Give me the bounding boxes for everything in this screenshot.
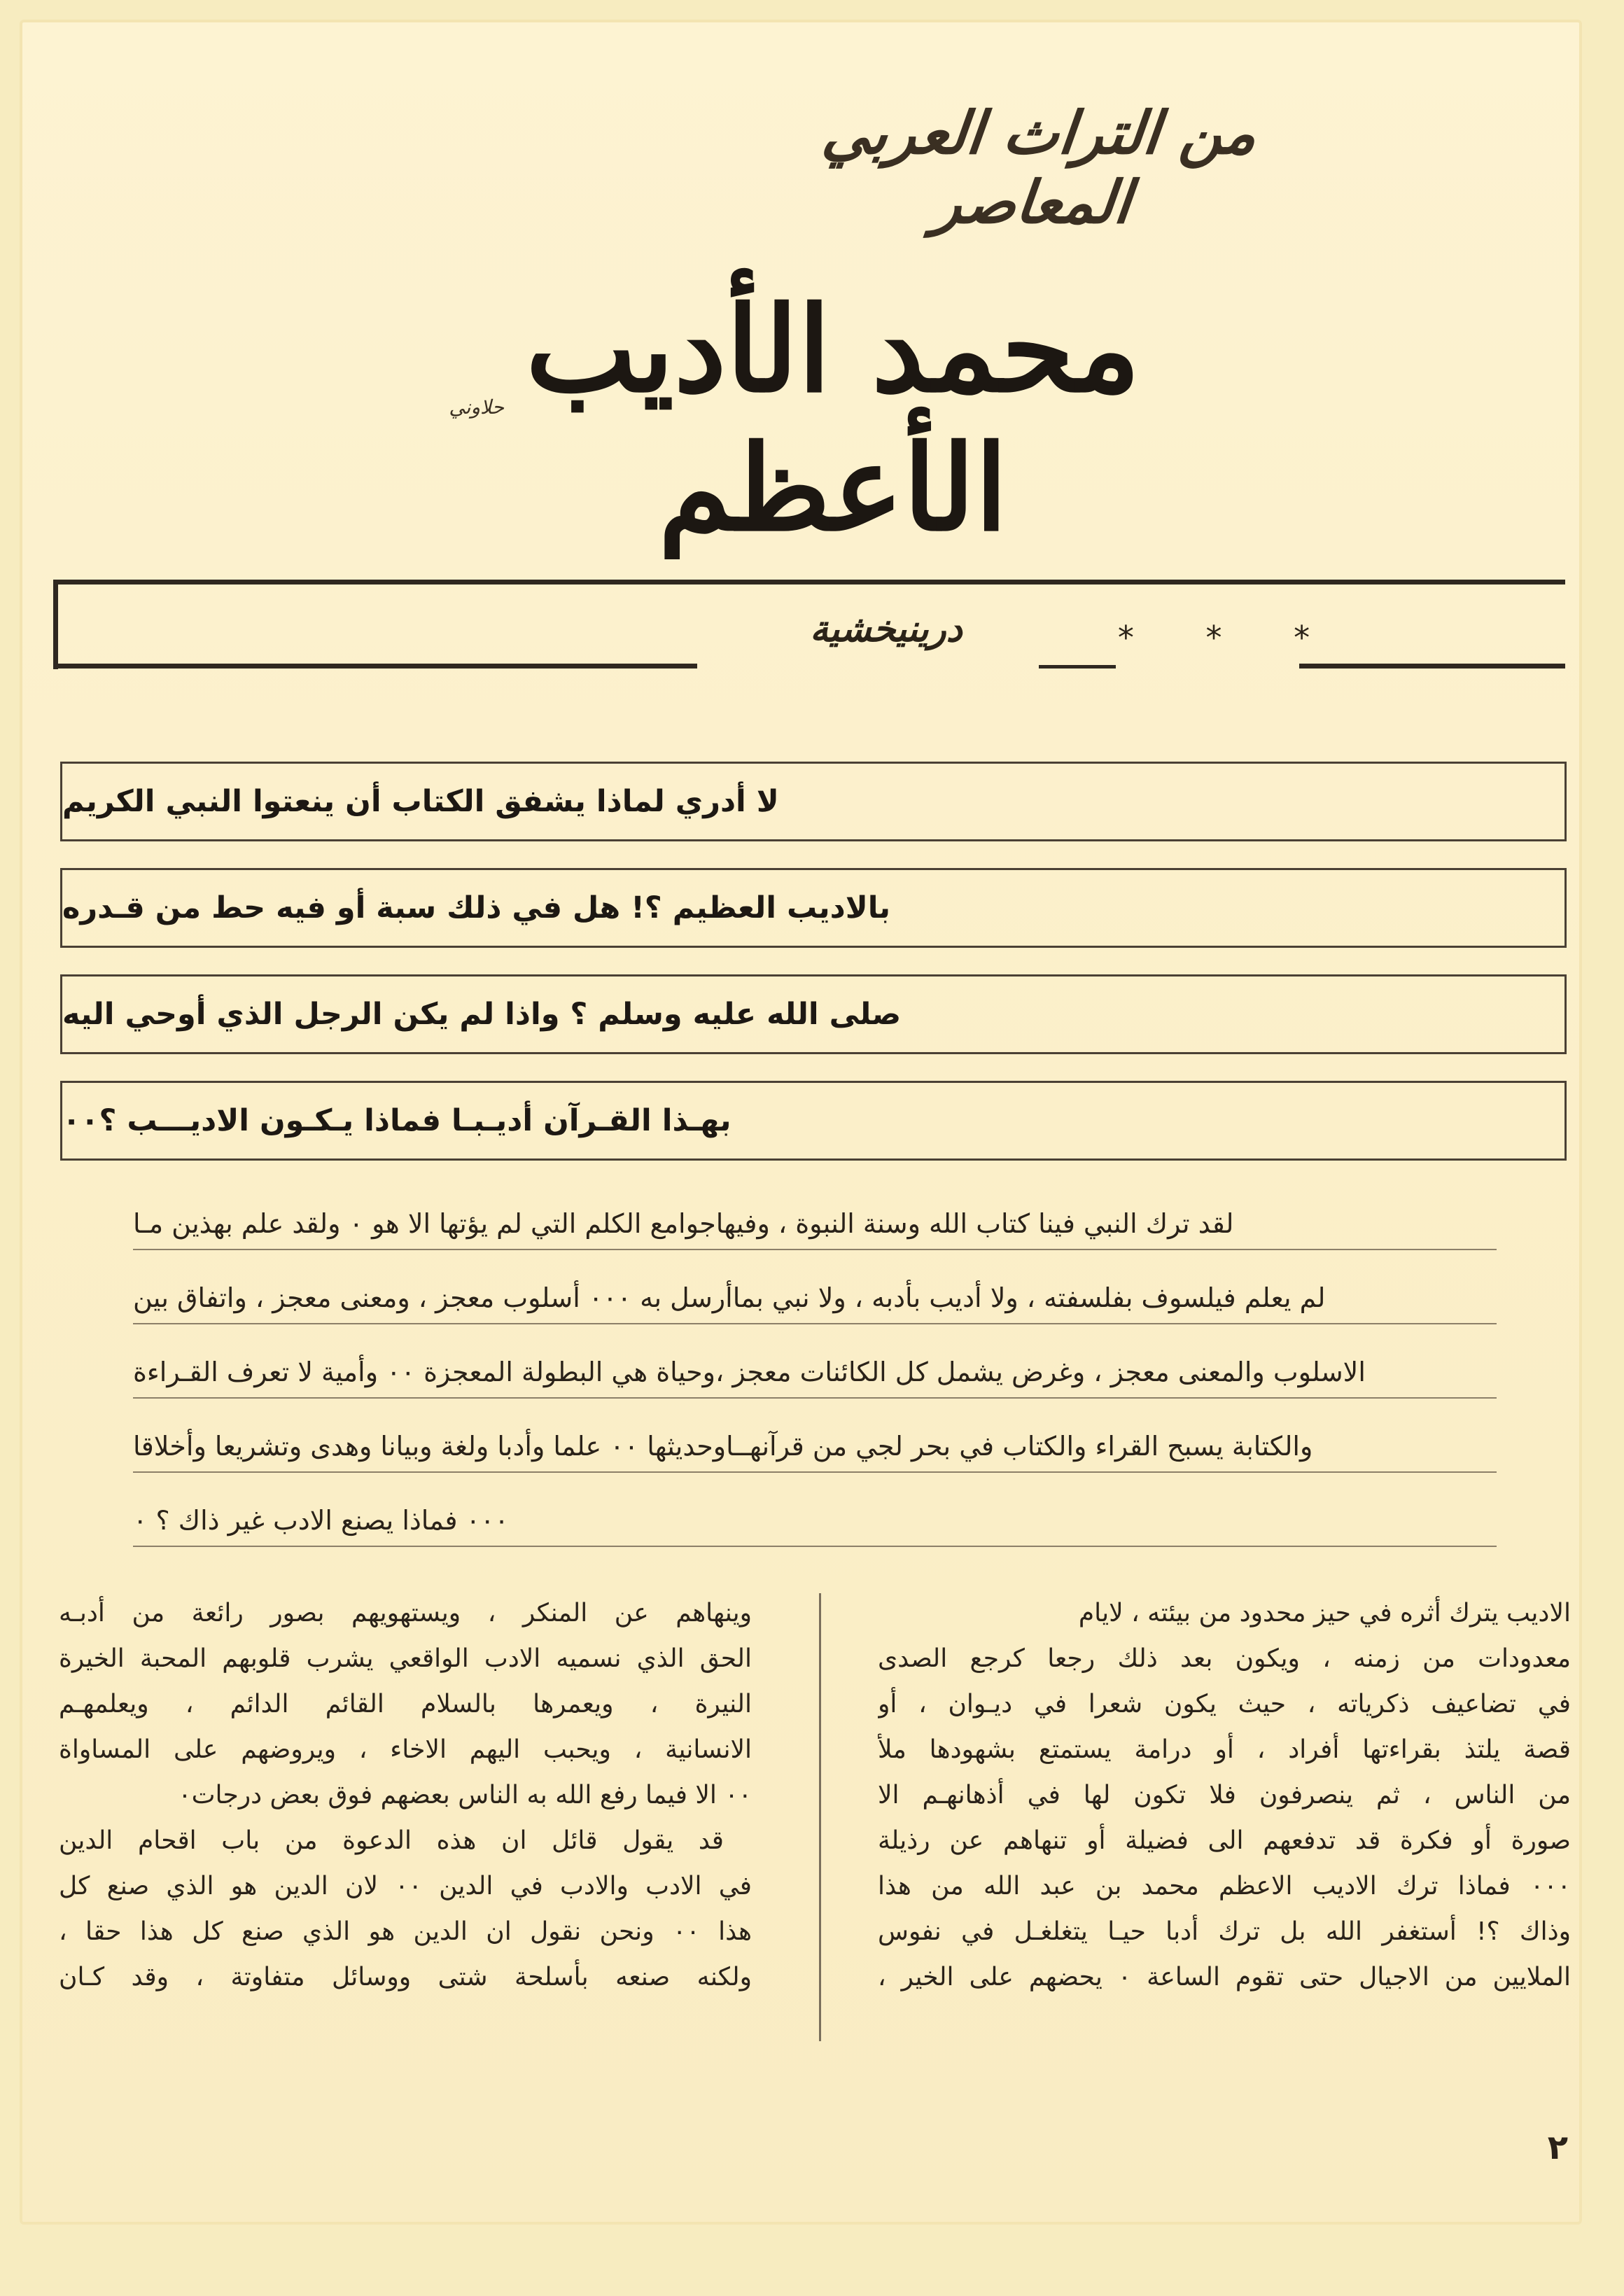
column-line: ٠٠ الا فيما رفع الله به الناس بعضهم فوق بعض درجات٠ (178, 1781, 752, 1809)
intro-box-text: صلى الله عليه وسلم ؟ واذا لم يكن الرجل الذي أوحي اليه (62, 997, 902, 1032)
column-line: الحق الذي نسميه الادب الواقعي يشرب قلوبهم المحبة الخيرة (59, 1644, 752, 1673)
column-divider (819, 1593, 821, 2041)
author-bar-bottom-rule-left (53, 664, 697, 668)
intro-paragraph-line (133, 1331, 1497, 1399)
intro-box-line (60, 762, 1567, 841)
intro-text: ٠٠٠ فماذا يصنع الادب غير ذاك ؟ ٠ (133, 1505, 509, 1536)
column-line: الملايين من الاجيال حتى تقوم الساعة ٠ يحضهم على الخير ، (878, 1963, 1571, 1991)
column-line: النيرة ، ويعمرها بالسلام القائم الدائم ، ويعلمهـم (59, 1690, 752, 1718)
author-bar-side-rule (53, 580, 58, 669)
intro-paragraph-line (133, 1257, 1497, 1324)
intro-paragraph-line (133, 1406, 1497, 1473)
intro-paragraph-line (133, 1183, 1497, 1250)
calligrapher-signature: حلاوني (449, 396, 504, 419)
column-line: معدودات من زمنه ، ويكون بعد ذلك رجعا كرجع الصدى (878, 1644, 1571, 1673)
column-line: وذاك ؟! أستغفر الله بل ترك أدبا حيـا يتغلغـل في نفوس (878, 1917, 1571, 1946)
text-column-left (59, 1590, 752, 2000)
intro-box-line (60, 974, 1567, 1054)
column-line: في الادب والادب في الدين ٠٠ لان الدين هو الذي صنع كل (59, 1872, 752, 1900)
column-line: قد يقول قائل ان هذه الدعوة من باب اقحام الدين (59, 1826, 724, 1855)
page-number: ٢ (1547, 2128, 1568, 2167)
intro-box-text: بهـذا القـرآن أديـبـا فماذا يـكـون الاديـــب ؟٠٠ (62, 1103, 732, 1138)
column-line: صورة أو فكرة قد تدفعهم الى فضيلة أو تنهاهم عن رذيلة (878, 1826, 1571, 1855)
decorative-stars: * * * (1117, 619, 1341, 657)
column-line: ٠٠٠ فماذا ترك الاديب الاعظم محمد بن عبد الله من هذا (878, 1872, 1571, 1900)
intro-text: لقد ترك النبي فينا كتاب الله وسنة النبوة ، وفيهاجوامع الكلم التي لم يؤتها الا هو ٠ ولقد علم بهذين مـا (133, 1208, 1234, 1239)
intro-box-line (60, 868, 1567, 948)
column-line: ولكنه صنعه بأسلحة شتى ووسائل متفاوتة ، وقد كـان (59, 1963, 752, 1991)
intro-paragraph-line (133, 1480, 1497, 1547)
column-line: الاديب يترك أثره في حيز محدود من بيئته ، لايام (1078, 1599, 1571, 1628)
author-bar (53, 580, 1565, 669)
column-line: الانسانية ، ويحبب اليهم الاخاء ، ويروضهم على المساواة (59, 1735, 752, 1764)
author-bar-top-rule (53, 580, 1565, 584)
column-line: هذا ٠٠ ونحن نقول ان الدين هو الذي صنع كل هذا حقا ، (59, 1917, 752, 1946)
intro-text: الاسلوب والمعنى معجز ، وغرض يشمل كل الكائنات معجز ،وحياة هي البطولة المعجزة ٠٠ وأمية لا تعرف القـراءة (133, 1357, 1366, 1387)
series-title: من التراث العربي المعاصر (819, 98, 1261, 237)
author-bar-bottom-rule-mid (1039, 665, 1116, 668)
author-bar-bottom-rule-right (1299, 664, 1565, 668)
column-line: من الناس ، ثم ينصرفون فلا تكون لها في أذهانهـم الا (878, 1781, 1571, 1809)
intro-text: والكتابة يسبح القراء والكتاب في بحر لجي من قرآنهــاوحديثها ٠٠ علما وأدبا ولغة وبيانا وهدى وتشريعا وأخلاقا (133, 1431, 1313, 1462)
column-line: في تضاعيف ذكرياته ، حيث يكون شعرا في ديـوان ، أو (878, 1690, 1571, 1718)
author-name: درينيخشية (810, 608, 962, 650)
intro-box-text: لا أدري لماذا يشفق الكتاب أن ينعتوا النبي الكريم (62, 784, 779, 819)
intro-text: لم يعلم فيلسوف بفلسفته ، ولا أديب بأدبه ، ولا نبي بماأرسل به ٠٠٠ أسلوب معجز ، ومعنى معجز ، واتفاق بين (133, 1282, 1326, 1313)
article-title: محمد الأديب الأعظم (526, 280, 1140, 557)
text-column-right (878, 1590, 1571, 2000)
column-line: قصة يلتذ بقراءتها أفراد ، أو درامة يستمتع بشهودها ملأ (878, 1735, 1571, 1764)
intro-box-text: بالاديب العظيم ؟! هل في ذلك سبة أو فيه حط من قـدره (62, 890, 891, 925)
column-line: وينهاهم عن المنكر ، ويستهويهم بصور رائعة من أدبـه (59, 1599, 752, 1628)
intro-box-line (60, 1081, 1567, 1161)
